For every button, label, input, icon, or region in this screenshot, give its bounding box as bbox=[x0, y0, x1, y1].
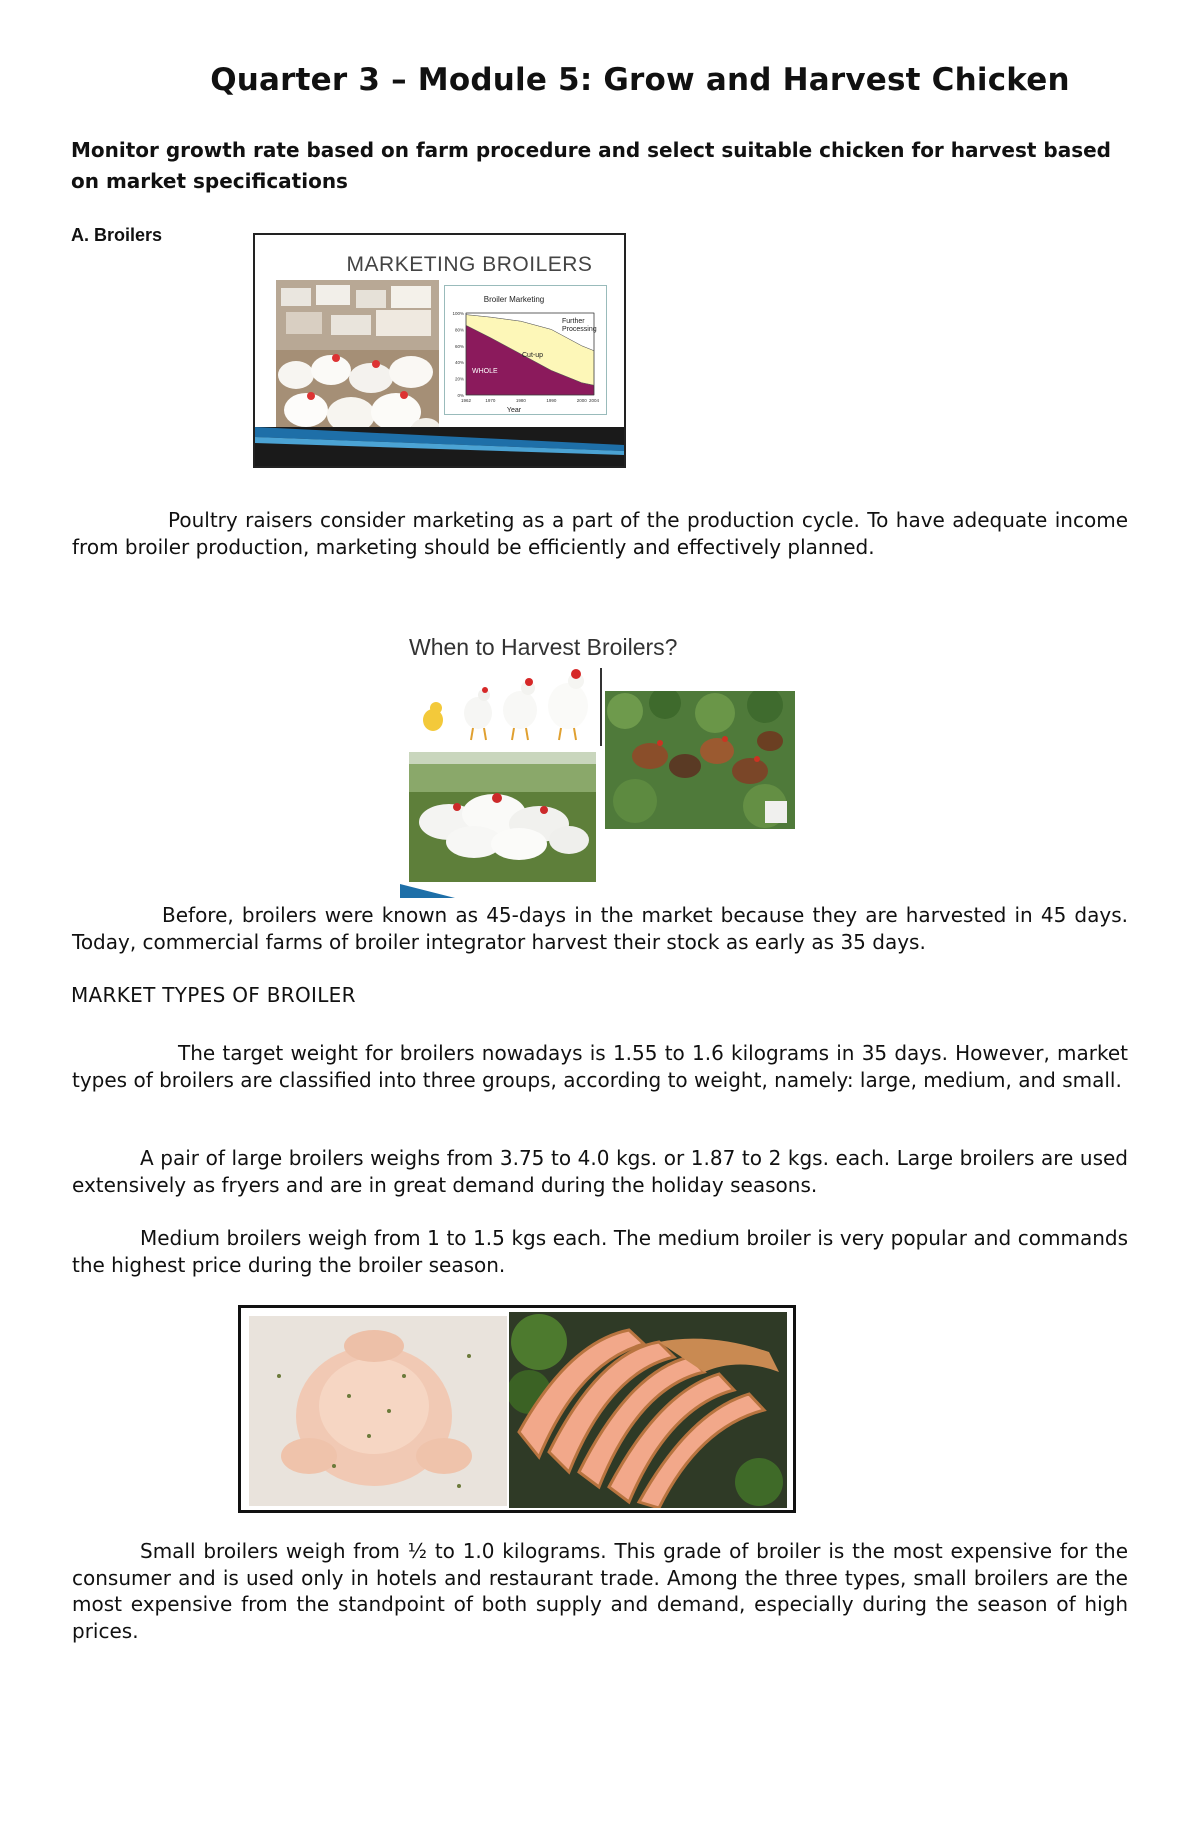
chart-title: Broiler Marketing bbox=[483, 295, 545, 304]
slide-footer-band bbox=[255, 427, 624, 468]
white-broiler-flock-photo bbox=[409, 752, 596, 882]
crates-and-chickens-photo bbox=[276, 280, 439, 445]
y-tick-label: 20% bbox=[454, 376, 464, 382]
y-tick-label: 80% bbox=[454, 327, 464, 333]
x-tick-label: 1990 bbox=[546, 398, 557, 403]
paragraph-small-broilers: Small broilers weigh from ½ to 1.0 kilograms. This grade of broiler is the most expensive for the consumer and is used only in hotels and restaurant trade. Among the three types, small broilers are the most expensive from the standpoint of both supply and demand, especially during the season of high prices. bbox=[72, 1539, 1128, 1643]
paragraph-medium-broilers: Medium broilers weigh from 1 to 1.5 kgs each. The medium broiler is very popular and commands the highest price during the broiler season. bbox=[72, 1226, 1128, 1277]
section-broilers-heading: A. Broilers bbox=[71, 225, 163, 245]
marketing-broilers-slide bbox=[253, 233, 626, 468]
y-tick-label: 60% bbox=[454, 343, 464, 349]
x-axis-label: Year bbox=[506, 407, 522, 414]
free-range-chickens-photo bbox=[605, 691, 795, 829]
paragraph-harvest-age: Before, broilers were known as 45-days in the market because they are harvested in 45 days. Today, commercial farms of broiler integrator harvest their stock as early as 35 days. bbox=[72, 903, 1128, 954]
x-tick-label: 2000 bbox=[576, 398, 587, 403]
x-tick-label: 2004 bbox=[588, 398, 600, 403]
broiler-marketing-chart bbox=[444, 285, 607, 415]
page-title: Quarter 3 – Module 5: Grow and Harvest Chicken bbox=[210, 62, 1070, 98]
x-tick-label: 1980 bbox=[515, 398, 526, 403]
paragraph-target-weight: The target weight for broilers nowadays is 1.55 to 1.6 kilograms in 35 days. However, market types of broilers are classified into three groups, according to weight, namely: large, medium, and small. bbox=[72, 1041, 1128, 1092]
objective-text: Monitor growth rate based on farm procedure and select suitable chicken for harvest based on market specifications bbox=[71, 138, 1111, 193]
whole-raw-chicken-photo bbox=[249, 1316, 507, 1506]
slide-title: MARKETING BROILERS bbox=[346, 253, 593, 276]
y-tick-label: 100% bbox=[452, 311, 464, 316]
market-types-heading: MARKET TYPES OF BROILER bbox=[71, 983, 356, 1007]
paragraph-large-broilers: A pair of large broilers weighs from 3.75 to 4.0 kgs. or 1.87 to 2 kgs. each. Large broilers are used extensively as fryers and are in great demand during the holiday seasons. bbox=[72, 1146, 1128, 1197]
slide-accent-shape bbox=[400, 884, 455, 898]
label-cut-up: Cut-up bbox=[522, 352, 544, 359]
x-tick-label: 1970 bbox=[485, 398, 496, 403]
slide-divider-line bbox=[600, 668, 602, 746]
broiler-meat-images bbox=[238, 1305, 796, 1513]
y-tick-label: 0% bbox=[457, 393, 464, 398]
x-tick-label: 1962 bbox=[460, 398, 472, 403]
y-tick-label: 40% bbox=[454, 360, 464, 366]
label-further-processing: Further Processing bbox=[562, 318, 597, 333]
paragraph-marketing: Poultry raisers consider marketing as a part of the production cycle. To have adequate income from broiler production, marketing should be efficiently and effectively planned. bbox=[72, 508, 1128, 559]
sliced-chicken-meat-photo bbox=[509, 1312, 787, 1508]
harvest-slide-title: When to Harvest Broilers? bbox=[409, 634, 678, 660]
chicken-growth-stages-image bbox=[408, 668, 598, 743]
label-whole: WHOLE bbox=[472, 368, 498, 375]
